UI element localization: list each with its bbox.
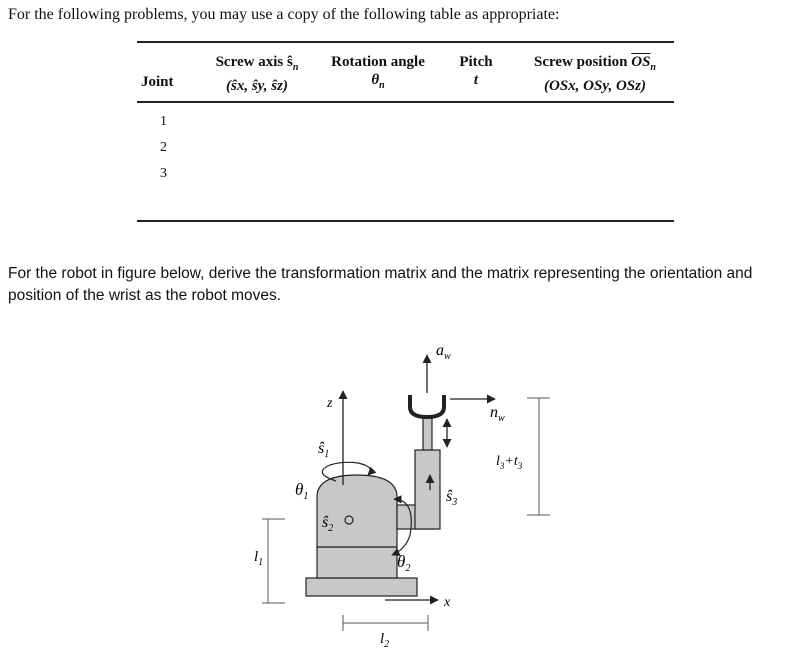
header-screw-axis-components: (ŝx, ŝy, ŝz) [226,78,288,94]
robot-vertical-column [415,450,440,529]
row-joint-3: 3 [160,166,167,181]
row-joint-2: 2 [160,140,167,155]
x-label: x [444,595,451,610]
robot-figure [240,335,550,653]
s3-label: $ŝ_3$ [446,488,458,508]
header-screw-axis [197,53,317,95]
s2-label: $ŝ_2$ [322,514,334,534]
header-position-label: Screw position [534,54,632,70]
s1-label: $ŝ_1$ [318,440,330,460]
header-pitch-symbol: t [473,72,479,88]
task-text: For the robot in figure below, derive the transformation matrix and the matrix representing the orientation and position of the wrist as the robot moves. [8,265,753,304]
header-screw-axis-sub: n [292,62,299,73]
header-rotation-sub: n [379,80,385,91]
intro-text: For the following problems, you may use a copy of the following table as appropriate: [8,6,560,23]
header-rotation-label: Rotation angle [331,54,425,70]
robot-base-block [317,547,397,578]
header-pitch-label: Pitch [459,54,493,70]
nw-label: $n_w$ [490,404,505,424]
l1-label: $l_1$ [254,549,264,568]
z-label: z [327,396,333,411]
table-header-rule [137,101,674,103]
robot-base-plate [306,578,417,596]
gripper [410,395,444,417]
header-rotation [319,53,437,95]
aw-label: $a_w$ [436,342,451,362]
l3t3-label: $l_3+t_3$ [496,454,523,471]
table-top-rule [137,41,674,43]
header-screw-axis-label: Screw axis ŝ [215,54,293,70]
table-bottom-rule [137,220,674,222]
robot-wrist [423,417,432,450]
header-position-os: $\overline{OS}$ [631,54,651,70]
header-joint: Joint [141,74,174,90]
theta2-label: $\theta_2$ [397,552,411,574]
theta1-label: $\theta_1$ [295,480,309,502]
robot-body [317,475,397,547]
header-pitch [451,53,501,89]
header-position-components: (OSx, OSy, OSz) [544,78,646,94]
row-joint-1: 1 [160,114,167,129]
header-screw-position [515,53,675,95]
header-position-sub: n [650,62,656,73]
l2-label: $l_2$ [380,631,390,650]
header-rotation-symbol: θ [371,72,380,88]
